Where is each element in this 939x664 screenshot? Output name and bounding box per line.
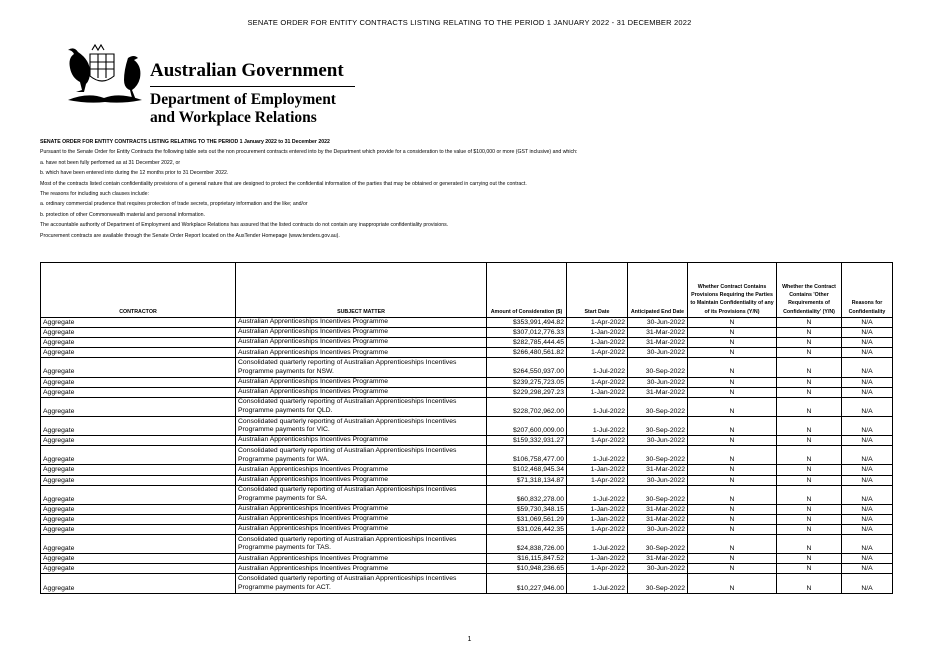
cell-amount: $266,480,561.82 (487, 348, 567, 358)
cell-amount: $353,991,494.82 (487, 318, 567, 328)
cell-end: 31-Mar-2022 (628, 465, 688, 475)
cell-subject: Australian Apprenticeships Incentives Programme (236, 554, 487, 564)
cell-end: 30-Sep-2022 (628, 397, 688, 416)
table-row (41, 318, 893, 328)
preamble-line: b. which have been entered into during the 12 months prior to 31 December 2022. (40, 170, 229, 177)
cell-start: 1-Jul-2022 (567, 535, 628, 554)
header-other: Whether the Contract Contains 'Other Requirements of Confidentiality' (Y/N) (777, 263, 842, 318)
cell-contractor: Aggregate (41, 524, 236, 534)
cell-start: 1-Jul-2022 (567, 416, 628, 435)
cell-start: 1-Apr-2022 (567, 475, 628, 485)
cell-end: 31-Mar-2022 (628, 554, 688, 564)
cell-contractor: Aggregate (41, 416, 236, 435)
cell-contractor: Aggregate (41, 328, 236, 338)
cell-provisions: N (688, 358, 777, 377)
table-header-row (41, 263, 893, 318)
table-row (41, 485, 893, 504)
cell-end: 30-Sep-2022 (628, 358, 688, 377)
cell-amount: $24,838,726.00 (487, 535, 567, 554)
cell-provisions: N (688, 564, 777, 574)
cell-end: 30-Jun-2022 (628, 564, 688, 574)
table-row (41, 514, 893, 524)
preamble-line: Procurement contracts are available through the Senate Order Report located on the AusTender Homepage (www.tenders.gov.au). (40, 232, 340, 239)
table-row (41, 358, 893, 377)
cell-subject: Australian Apprenticeships Incentives Programme (236, 348, 487, 358)
cell-provisions: N (688, 446, 777, 465)
cell-end: 30-Jun-2022 (628, 318, 688, 328)
cell-reasons: N/A (842, 504, 893, 514)
cell-start: 1-Jul-2022 (567, 485, 628, 504)
cell-other: N (777, 416, 842, 435)
cell-other: N (777, 338, 842, 348)
cell-contractor: Aggregate (41, 504, 236, 514)
cell-contractor: Aggregate (41, 348, 236, 358)
cell-end: 31-Mar-2022 (628, 387, 688, 397)
cell-end: 30-Sep-2022 (628, 574, 688, 593)
cell-subject: Australian Apprenticeships Incentives Programme (236, 387, 487, 397)
preamble-line: Pursuant to the Senate Order for Entity Contracts the following table sets out the non procurement contracts entered into by the Department which provide for a consideration to the value of $100,000 or more (GST inclusive) and which: (40, 149, 578, 156)
department-line-2: and Workplace Relations (150, 109, 317, 126)
cell-amount: $31,026,442.35 (487, 524, 567, 534)
cell-amount: $159,332,931.27 (487, 436, 567, 446)
cell-other: N (777, 397, 842, 416)
cell-subject: Australian Apprenticeships Incentives Programme (236, 328, 487, 338)
cell-reasons: N/A (842, 318, 893, 328)
table-row (41, 377, 893, 387)
table-row (41, 446, 893, 465)
coat-of-arms-icon (50, 42, 160, 112)
cell-reasons: N/A (842, 416, 893, 435)
header-provisions: Whether Contract Contains Provisions Requiring the Parties to Maintain Confidentiality of any of its Provisions (Y/N) (688, 263, 777, 318)
cell-provisions: N (688, 348, 777, 358)
table-row (41, 524, 893, 534)
preamble-line: b. protection of other Commonwealth material and personal information. (40, 211, 205, 218)
cell-other: N (777, 524, 842, 534)
cell-start: 1-Apr-2022 (567, 436, 628, 446)
cell-end: 30-Sep-2022 (628, 446, 688, 465)
cell-other: N (777, 574, 842, 593)
preamble-line: a. ordinary commercial prudence that requires protection of trade secrets, proprietary information and the like; and/or (40, 201, 308, 208)
cell-provisions: N (688, 554, 777, 564)
header-amount: Amount of Consideration ($) (487, 263, 567, 318)
cell-provisions: N (688, 436, 777, 446)
cell-contractor: Aggregate (41, 338, 236, 348)
cell-subject: Consolidated quarterly reporting of Australian Apprenticeships Incentives Programme payments for TAS. (236, 535, 487, 554)
table-row (41, 554, 893, 564)
cell-end: 31-Mar-2022 (628, 504, 688, 514)
cell-subject: Australian Apprenticeships Incentives Programme (236, 475, 487, 485)
cell-amount: $10,948,236.65 (487, 564, 567, 574)
cell-start: 1-Jan-2022 (567, 465, 628, 475)
cell-reasons: N/A (842, 338, 893, 348)
preamble-line: a. have not been fully performed as at 31 December 2022, or (40, 159, 181, 166)
cell-other: N (777, 475, 842, 485)
header-contractor: CONTRACTOR (41, 263, 236, 318)
cell-end: 30-Jun-2022 (628, 436, 688, 446)
cell-contractor: Aggregate (41, 485, 236, 504)
cell-provisions: N (688, 397, 777, 416)
cell-subject: Consolidated quarterly reporting of Australian Apprenticeships Incentives Programme payments for SA. (236, 485, 487, 504)
table-row (41, 574, 893, 593)
cell-other: N (777, 387, 842, 397)
cell-provisions: N (688, 504, 777, 514)
cell-amount: $71,318,134.87 (487, 475, 567, 485)
cell-provisions: N (688, 465, 777, 475)
cell-other: N (777, 446, 842, 465)
table-row (41, 535, 893, 554)
cell-start: 1-Jan-2022 (567, 504, 628, 514)
table-row (41, 504, 893, 514)
cell-reasons: N/A (842, 387, 893, 397)
cell-end: 30-Sep-2022 (628, 416, 688, 435)
table-row (41, 328, 893, 338)
cell-provisions: N (688, 524, 777, 534)
header-reasons: Reasons for Confidentiality (842, 263, 893, 318)
cell-end: 30-Sep-2022 (628, 485, 688, 504)
cell-contractor: Aggregate (41, 535, 236, 554)
cell-end: 31-Mar-2022 (628, 328, 688, 338)
cell-reasons: N/A (842, 358, 893, 377)
cell-amount: $10,227,946.00 (487, 574, 567, 593)
cell-contractor: Aggregate (41, 564, 236, 574)
cell-subject: Australian Apprenticeships Incentives Programme (236, 465, 487, 475)
department-line-1: Department of Employment (150, 91, 336, 108)
cell-provisions: N (688, 514, 777, 524)
cell-subject: Australian Apprenticeships Incentives Programme (236, 377, 487, 387)
cell-start: 1-Jan-2022 (567, 338, 628, 348)
cell-provisions: N (688, 377, 777, 387)
cell-amount: $282,785,444.45 (487, 338, 567, 348)
cell-provisions: N (688, 387, 777, 397)
cell-amount: $307,012,776.33 (487, 328, 567, 338)
cell-other: N (777, 485, 842, 504)
cell-start: 1-Apr-2022 (567, 564, 628, 574)
cell-other: N (777, 328, 842, 338)
preamble (40, 137, 900, 241)
cell-contractor: Aggregate (41, 465, 236, 475)
cell-end: 30-Jun-2022 (628, 377, 688, 387)
cell-subject: Australian Apprenticeships Incentives Programme (236, 436, 487, 446)
cell-subject: Consolidated quarterly reporting of Australian Apprenticeships Incentives Programme payments for ACT. (236, 574, 487, 593)
cell-start: 1-Apr-2022 (567, 524, 628, 534)
cell-start: 1-Apr-2022 (567, 377, 628, 387)
cell-contractor: Aggregate (41, 475, 236, 485)
cell-reasons: N/A (842, 554, 893, 564)
cell-provisions: N (688, 318, 777, 328)
cell-reasons: N/A (842, 564, 893, 574)
cell-subject: Consolidated quarterly reporting of Australian Apprenticeships Incentives Programme payments for QLD. (236, 397, 487, 416)
cell-contractor: Aggregate (41, 554, 236, 564)
cell-reasons: N/A (842, 514, 893, 524)
cell-other: N (777, 377, 842, 387)
cell-start: 1-Jul-2022 (567, 574, 628, 593)
cell-subject: Australian Apprenticeships Incentives Programme (236, 514, 487, 524)
cell-reasons: N/A (842, 397, 893, 416)
cell-start: 1-Jul-2022 (567, 446, 628, 465)
cell-subject: Australian Apprenticeships Incentives Programme (236, 504, 487, 514)
cell-reasons: N/A (842, 446, 893, 465)
cell-contractor: Aggregate (41, 436, 236, 446)
cell-start: 1-Jan-2022 (567, 514, 628, 524)
contracts-table (40, 262, 893, 594)
preamble-line: The accountable authority of Department of Employment and Workplace Relations has assured that the listed contracts do not contain any inappropriate confidentiality provisions. (40, 222, 449, 229)
cell-amount: $102,468,945.34 (487, 465, 567, 475)
cell-contractor: Aggregate (41, 377, 236, 387)
cell-subject: Australian Apprenticeships Incentives Programme (236, 564, 487, 574)
cell-subject: Consolidated quarterly reporting of Australian Apprenticeships Incentives Programme payments for NSW. (236, 358, 487, 377)
table-body (41, 318, 893, 594)
cell-reasons: N/A (842, 535, 893, 554)
cell-provisions: N (688, 328, 777, 338)
header-end: Anticipated End Date (628, 263, 688, 318)
cell-other: N (777, 318, 842, 328)
cell-other: N (777, 564, 842, 574)
table-row (41, 338, 893, 348)
cell-contractor: Aggregate (41, 514, 236, 524)
cell-amount: $228,702,962.00 (487, 397, 567, 416)
cell-amount: $60,832,278.00 (487, 485, 567, 504)
cell-start: 1-Apr-2022 (567, 318, 628, 328)
cell-end: 30-Jun-2022 (628, 475, 688, 485)
cell-reasons: N/A (842, 348, 893, 358)
cell-other: N (777, 535, 842, 554)
cell-start: 1-Jul-2022 (567, 397, 628, 416)
cell-other: N (777, 348, 842, 358)
cell-end: 30-Jun-2022 (628, 524, 688, 534)
cell-other: N (777, 436, 842, 446)
cell-other: N (777, 514, 842, 524)
page-number: 1 (467, 636, 472, 643)
preamble-line: The reasons for including such clauses include: (40, 191, 149, 198)
cell-end: 30-Sep-2022 (628, 535, 688, 554)
department-name (150, 91, 336, 127)
cell-start: 1-Jan-2022 (567, 387, 628, 397)
cell-other: N (777, 504, 842, 514)
cell-subject: Australian Apprenticeships Incentives Programme (236, 338, 487, 348)
header-subject: SUBJECT MATTER (236, 263, 487, 318)
cell-contractor: Aggregate (41, 358, 236, 377)
table-row (41, 397, 893, 416)
cell-start: 1-Jan-2022 (567, 554, 628, 564)
cell-subject: Australian Apprenticeships Incentives Programme (236, 318, 487, 328)
cell-provisions: N (688, 475, 777, 485)
cell-subject: Consolidated quarterly reporting of Australian Apprenticeships Incentives Programme payments for WA. (236, 446, 487, 465)
table-row (41, 436, 893, 446)
government-name: Australian Government (150, 60, 344, 81)
cell-end: 30-Jun-2022 (628, 348, 688, 358)
cell-amount: $207,600,009.00 (487, 416, 567, 435)
cell-provisions: N (688, 416, 777, 435)
header-start: Start Date (567, 263, 628, 318)
cell-reasons: N/A (842, 328, 893, 338)
cell-start: 1-Jul-2022 (567, 358, 628, 377)
cell-provisions: N (688, 485, 777, 504)
cell-provisions: N (688, 574, 777, 593)
cell-provisions: N (688, 535, 777, 554)
table-row (41, 475, 893, 485)
cell-reasons: N/A (842, 485, 893, 504)
cell-contractor: Aggregate (41, 387, 236, 397)
cell-amount: $239,275,723.05 (487, 377, 567, 387)
cell-contractor: Aggregate (41, 446, 236, 465)
table-row (41, 416, 893, 435)
cell-amount: $106,758,477.00 (487, 446, 567, 465)
cell-subject: Consolidated quarterly reporting of Australian Apprenticeships Incentives Programme payments for VIC. (236, 416, 487, 435)
cell-amount: $229,298,297.23 (487, 387, 567, 397)
cell-amount: $31,069,561.29 (487, 514, 567, 524)
cell-reasons: N/A (842, 436, 893, 446)
cell-contractor: Aggregate (41, 318, 236, 328)
table-row (41, 348, 893, 358)
cell-start: 1-Apr-2022 (567, 348, 628, 358)
page-header: SENATE ORDER FOR ENTITY CONTRACTS LISTING RELATING TO THE PERIOD 1 JANUARY 2022 - 31 DECEMBER 2022 (247, 18, 692, 27)
cell-reasons: N/A (842, 524, 893, 534)
table-row (41, 387, 893, 397)
cell-amount: $264,550,937.00 (487, 358, 567, 377)
cell-reasons: N/A (842, 475, 893, 485)
cell-amount: $59,730,348.15 (487, 504, 567, 514)
cell-reasons: N/A (842, 377, 893, 387)
cell-end: 31-Mar-2022 (628, 514, 688, 524)
cell-contractor: Aggregate (41, 397, 236, 416)
cell-other: N (777, 358, 842, 377)
table-row (41, 564, 893, 574)
cell-other: N (777, 554, 842, 564)
cell-other: N (777, 465, 842, 475)
divider (150, 86, 355, 87)
cell-provisions: N (688, 338, 777, 348)
preamble-title: SENATE ORDER FOR ENTITY CONTRACTS LISTING RELATING TO THE PERIOD 1 January 2022 to 31 December 2022 (40, 139, 330, 145)
cell-end: 31-Mar-2022 (628, 338, 688, 348)
preamble-line: Most of the contracts listed contain confidentiality provisions of a general nature that are designed to protect the confidential information of the parties that may be obtained or generated in carrying out the contract. (40, 180, 527, 187)
cell-subject: Australian Apprenticeships Incentives Programme (236, 524, 487, 534)
cell-amount: $16,115,847.52 (487, 554, 567, 564)
cell-start: 1-Jan-2022 (567, 328, 628, 338)
cell-contractor: Aggregate (41, 574, 236, 593)
cell-reasons: N/A (842, 465, 893, 475)
cell-reasons: N/A (842, 574, 893, 593)
table-row (41, 465, 893, 475)
